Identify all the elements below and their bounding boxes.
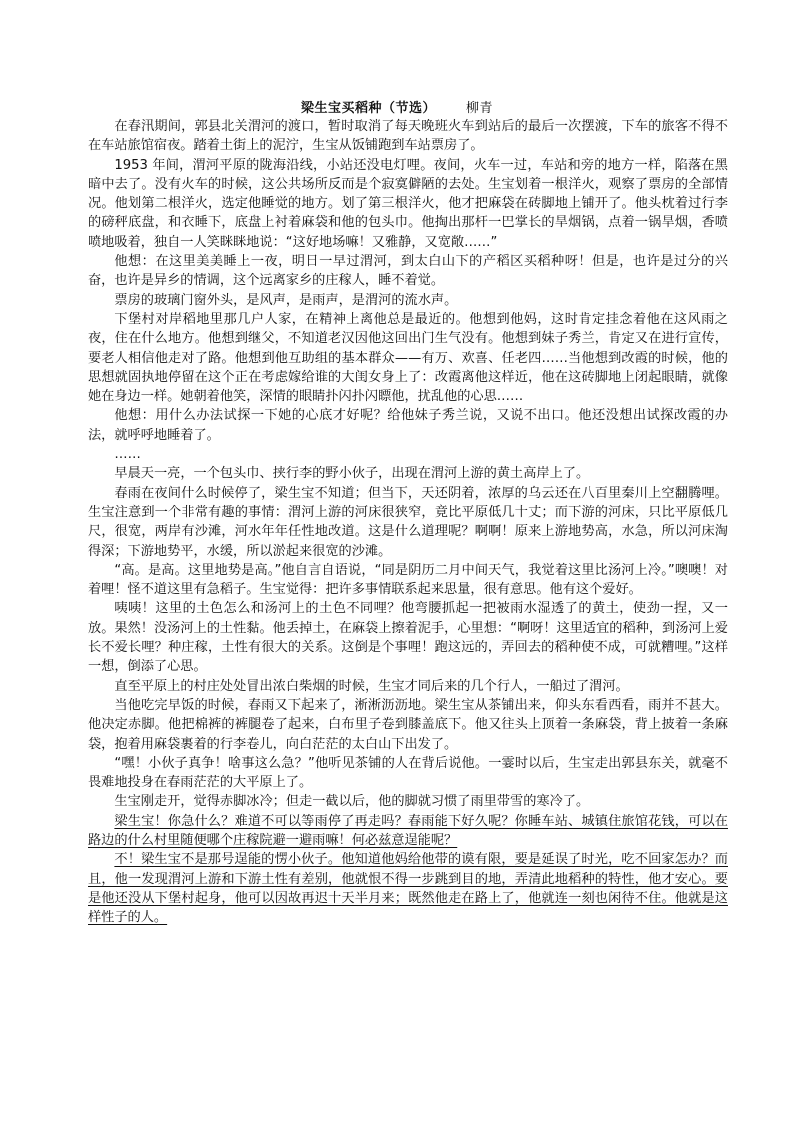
- paragraph: 生宝刚走开，觉得赤脚冰冷；但走一截以后，他的脚就习惯了雨里带雪的寒冷了。: [114, 794, 590, 810]
- paragraph: ……: [114, 447, 141, 463]
- paragraph: 咦咦！这里的土色怎么和汤河上的土色不同哩？他弯腰抓起一把被雨水湿透了的黄土，使劲一捏，又一放。果然！没汤河上的土性黏。他丢掉土，在麻袋上擦着泥手，心里想：“啊呀！这里适宜的稻种，到汤河上爱长不爱长哩？种庄稼，土性有很大的关系。这倒是个事哩！跑这远的，弄回去的稻种使不成，可就糟哩。”这样一想，倒添了心思。: [88, 601, 728, 675]
- paragraph: 直至平原上的村庄处处冒出浓白柴烟的时候，生宝才同后来的几个行人，一船过了渭河。: [114, 678, 629, 694]
- paragraph: 他想：在这里美美睡上一夜，明日一早过渭河，到太白山下的产稻区买稻种呀！但是，也许是过分的兴奋，也许是异乡的情调，这个远离家乡的庄稼人，睡不着觉。: [88, 254, 728, 289]
- paragraph: 不！梁生宝不是那号逞能的愣小伙子。他知道他妈给他带的谟有限，要是延误了时光，吃不回家怎办？而且，他一发现渭河上游和下游土性有差别，他就恨不得一步跳到目的地，弄清此地稻种的特性，他才安心。要是他还没从下堡村起身，他可以因故再迟十天半月来；既然他走在路上了，他就连一刻也闲待不住。他就是这样性子的人。: [88, 852, 728, 926]
- paragraph: 春雨在夜间什么时候停了，梁生宝不知道；但当下，天还阴着，浓厚的乌云还在八百里秦川上空翻腾哩。生宝注意到一个非常有趣的事情：渭河上游的河床很狭窄，竟比平原低几十丈；而下游的河床，只比平原低几尺，很宽，两岸有沙滩，河水年年任性地改道。这是什么道理呢？啊啊！原来上游地势高，水急，所以河床淘得深；下游地势平，水缓，所以淤起来很宽的沙滩。: [88, 485, 728, 559]
- paragraph: “嘿！小伙子真争！啥事这么急？”他听见茶铺的人在背后说他。一霎时以后，生宝走出郭县东关，就毫不畏难地投身在春雨茫茫的大平原上了。: [88, 755, 728, 791]
- paragraph: 1953 年间，渭河平原的陇海沿线，小站还没电灯哩。夜间，火车一过，车站和旁的地方一样，陷落在黑暗中去了。没有火车的时候，这公共场所反而是个寂寞僻陋的去处。生宝划着一根洋火，观察了票房的全部情况。他划第二根洋火，选定他睡觉的地方。划了第三根洋火，他才把麻袋在砖脚地上铺开了。他头枕着过行李的磅秤底盘，和衣睡下，底盘上衬着麻袋和他的包头巾。他掏出那杆一巴掌长的旱烟锅，点着一锅旱烟，香喷喷地吸着，独自一人笑眯眯地说：“这好地场嘛！又雅静，又宽敞……”: [88, 157, 728, 250]
- paragraph: 早晨天一亮，一个包头巾、挟行李的野小伙子，出现在渭河上游的黄土高岸上了。: [114, 466, 590, 482]
- paragraph: 下堡村对岸稻地里那几户人家，在精神上离他总是最近的。他想到他妈，这时肯定挂念着他在这风雨之夜，住在什么地方。他想到继父，不知道老汉因他这回出门生气没有。他想到妹子秀兰，肯定又在进行宣传，要老人相信他走对了路。他想到他互助组的基本群众——有万、欢喜、任老四……当他想到改霞的时候，他的思想就固执地停留在这个正在考虑嫁给谁的大闺女身上了：改霞离他这样近，他在这砖脚地上闭起眼睛，就像她在身边一样。她朝着他笑，深情的眼睛扑闪扑闪瞟他，扰乱他的心思……: [88, 311, 728, 405]
- paragraph: 他想：用什么办法试探一下她的心底才好呢？给他妹子秀兰说，又说不出口。他还没想出试探改霞的办法，就呼呼地睡着了。: [88, 408, 728, 443]
- paragraph: “高。是高。这里地势是高。”他自言自语说，“同是阴历二月中间天气，我觉着这里比汤河上冷。”噢噢！对着哩！怪不道这里有急稻子。生宝觉得：把许多事情联系起来思量，很有意思。他有这个爱好。: [88, 562, 728, 598]
- paragraph: 在春汛期间，郭县北关渭河的渡口，暂时取消了每天晚班火车到站后的最后一次摆渡，下车的旅客不得不在车站旅馆宿夜。踏着土街上的泥泞，生宝从饭铺跑到车站票房了。: [88, 119, 728, 154]
- paragraph: 票房的玻璃门窗外头，是风声，是雨声，是渭河的流水声。: [114, 292, 458, 308]
- document-author: 柳青: [466, 101, 494, 116]
- document-title-line: [0, 97, 794, 116]
- document-title: 梁生宝买稻种（节选）: [300, 101, 436, 116]
- document-body: [88, 117, 728, 927]
- paragraph: 梁生宝！你急什么？难道不可以等雨停了再走吗？春雨能下好久呢？你睡车站、城镇住旅馆花钱，可以在路边的什么村里随便哪个庄稼院避一避雨嘛！何必兹意逞能呢？: [88, 813, 728, 848]
- paragraph: 当他吃完早饭的时候，春雨又下起来了，淅淅沥沥地。梁生宝从茶铺出来，仰头东看西看，雨并不甚大。他决定赤脚。他把棉裤的裤腿卷了起来，白布里子卷到膝盖底下。他又往头上顶着一条麻袋，背上披着一条麻袋，抱着用麻袋裹着的行李卷儿，向白茫茫的太白山下出发了。: [88, 697, 728, 752]
